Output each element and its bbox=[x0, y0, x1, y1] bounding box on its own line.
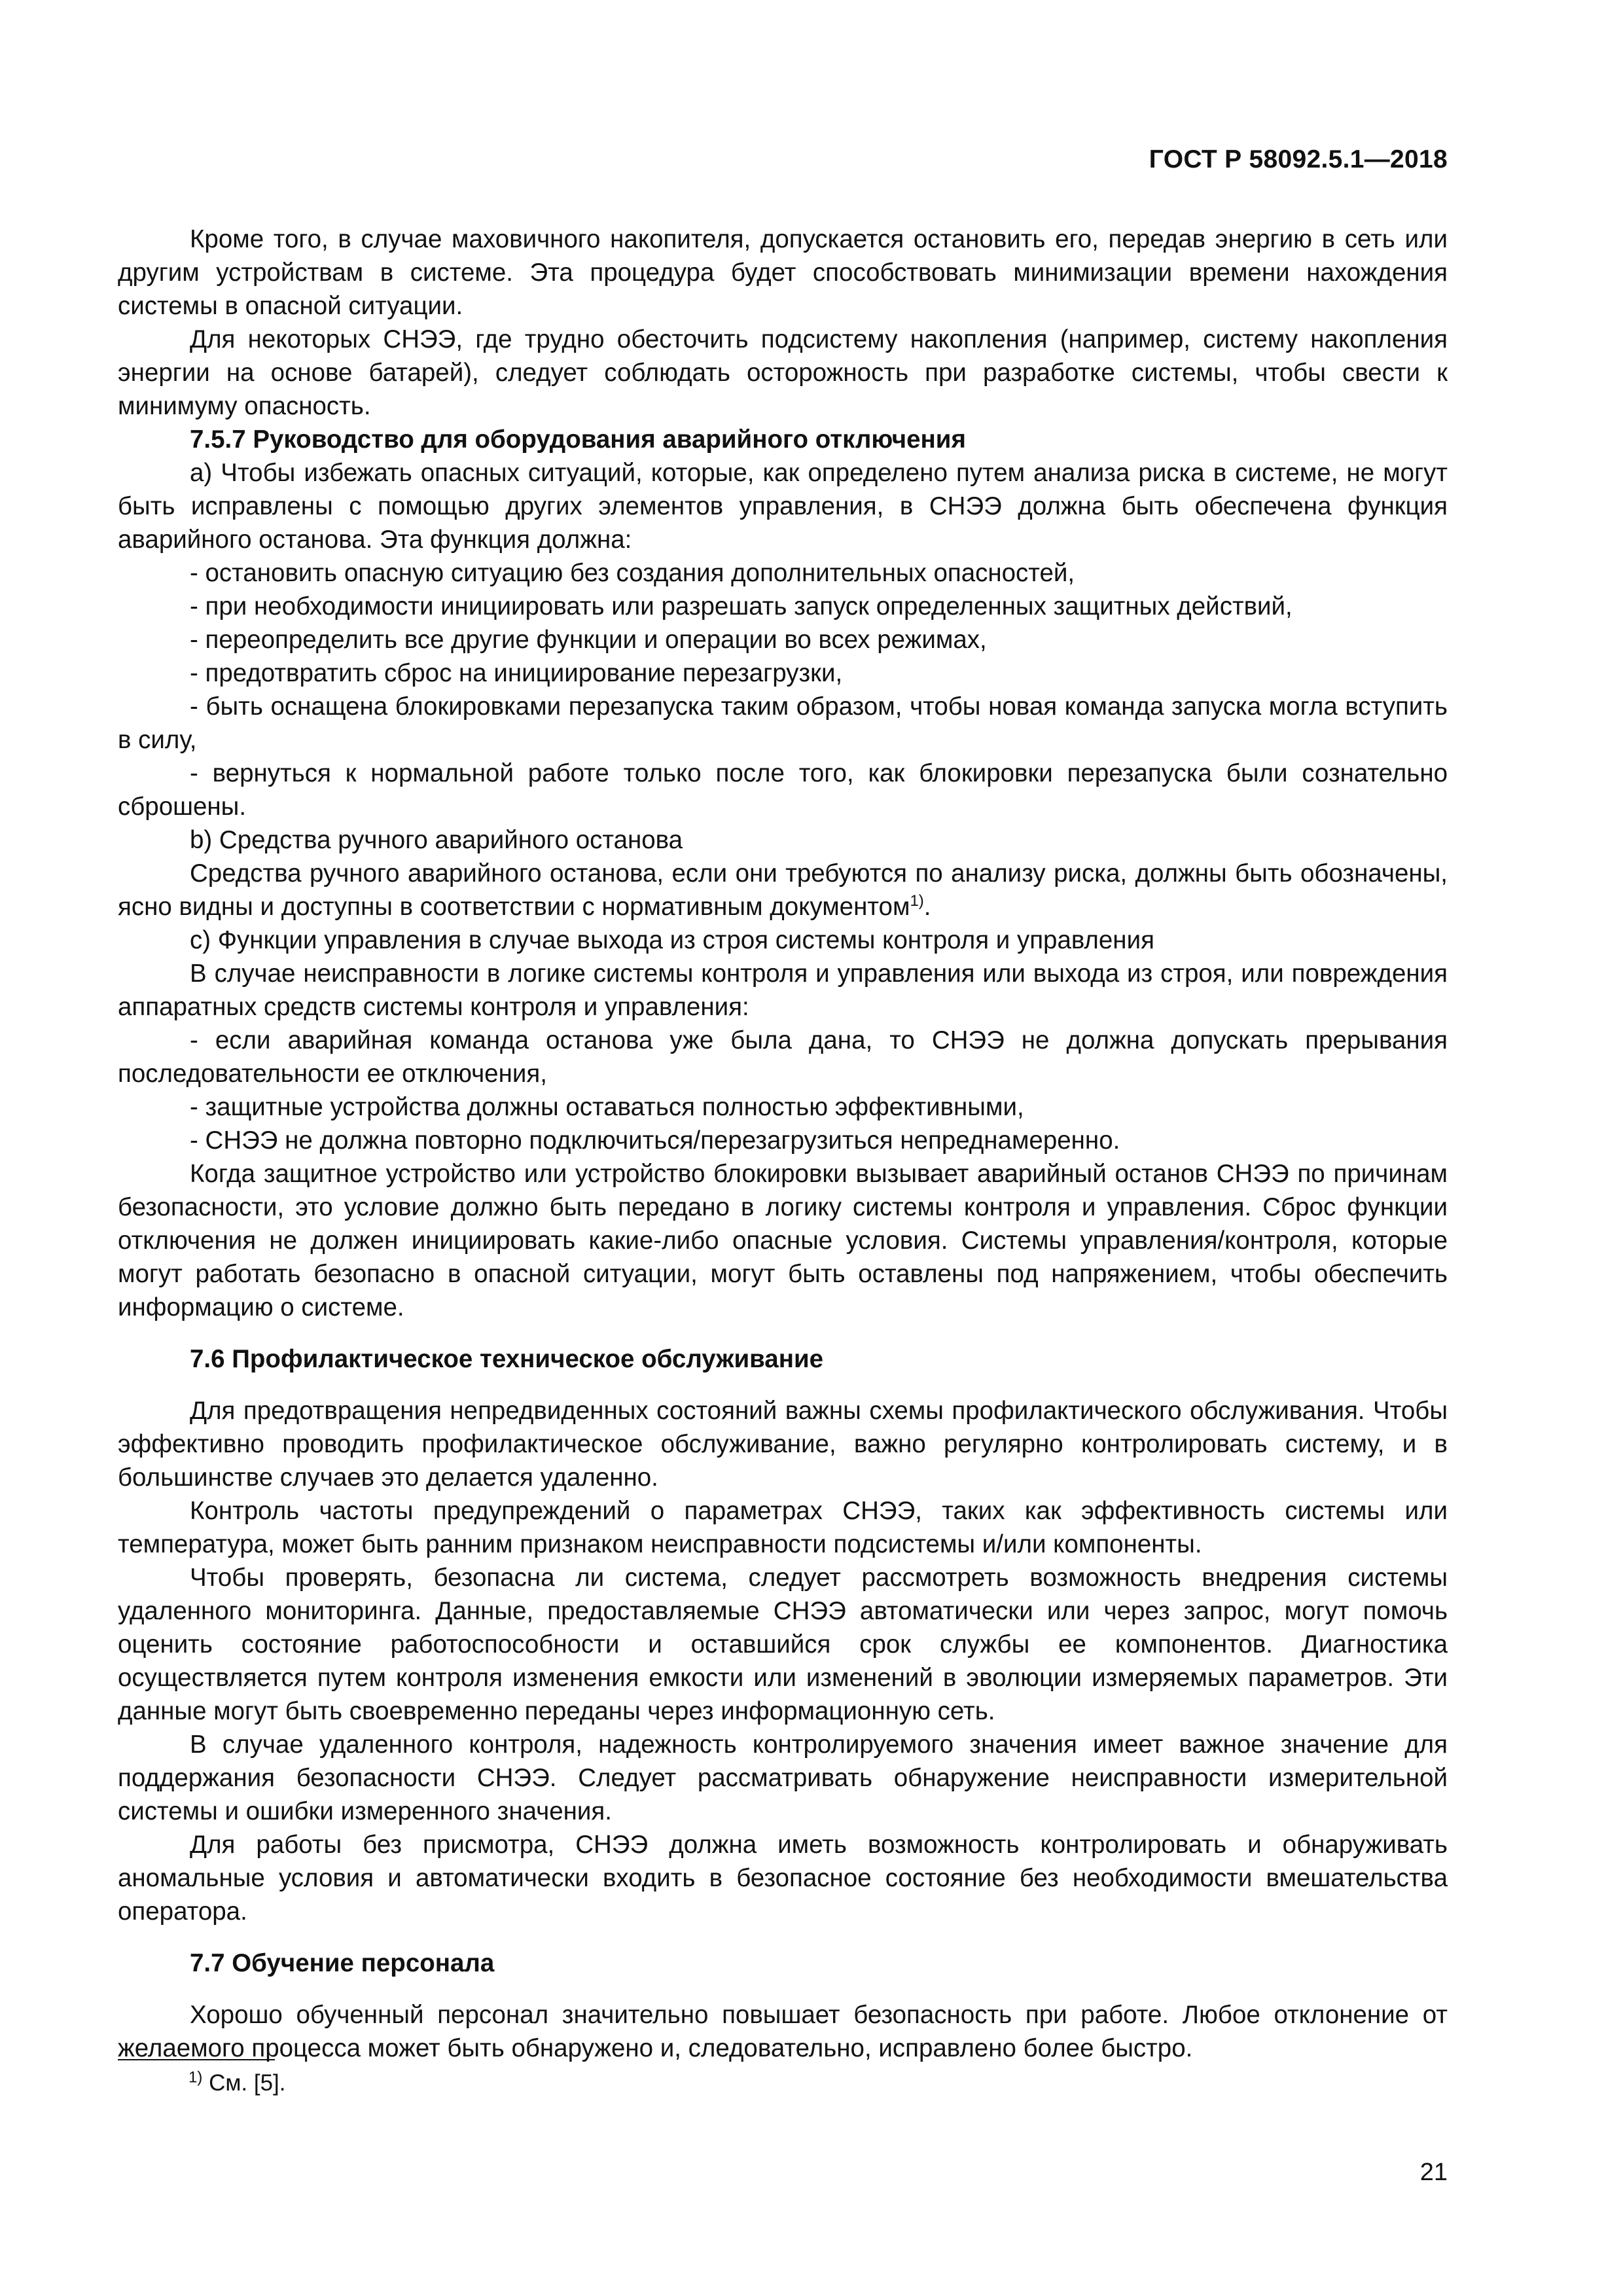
footnote-reference[interactable]: 1) bbox=[910, 892, 924, 910]
paragraph: Для работы без присмотра, СНЭЭ должна иметь возможность контролировать и обнаруживать аномальные условия и автоматически входить в безопасное состояние без необходимости вмешательства оператора. bbox=[118, 1831, 1448, 1926]
paragraph: b) Средства ручного аварийного останова bbox=[190, 826, 683, 854]
paragraph: Чтобы проверять, безопасна ли система, следует рассмотреть возможность внедрения системы удаленного мониторинга. Данные, предоставляемые СНЭЭ автоматически или через запрос, могут помочь оценить состояние работоспособности и оставшийся срок службы ее компонентов. Диагностика осуществляется путем контроля изменения емкости или изменений в эволюции измеряемых параметров. Эти данные могут быть своевременно переданы через информационную сеть. bbox=[118, 1564, 1448, 1725]
list-item: - защитные устройства должны оставаться полностью эффективными, bbox=[190, 1093, 1024, 1121]
paragraph: Контроль частоты предупреждений о параметрах СНЭЭ, таких как эффективность системы или температура, может быть ранним признаком неисправности подсистемы и/или компоненты. bbox=[118, 1497, 1448, 1558]
paragraph: В случае удаленного контроля, надежность контролируемого значения имеет важное значение для поддержания безопасности СНЭЭ. Следует рассматривать обнаружение неисправности измерительной системы и ошибки измеренного значения. bbox=[118, 1731, 1448, 1825]
section-heading-7-7: 7.7 Обучение персонала bbox=[190, 1949, 495, 1977]
paragraph: Для предотвращения непредвиденных состояний важны схемы профилактического обслуживания. Чтобы эффективно проводить профилактическое обслуживание, важно регулярно контролировать систему, и в большинстве случаев это делается удаленно. bbox=[118, 1397, 1448, 1492]
paragraph-text: Средства ручного аварийного останова, если они требуются по анализу риска, должны быть обозначены, ясно видны и доступны в соответствии с нормативным документом bbox=[118, 859, 1448, 921]
footnote-marker: 1) bbox=[188, 2068, 203, 2087]
paragraph-with-footnote bbox=[118, 857, 1448, 924]
paragraph: с) Функции управления в случае выхода из строя системы контроля и управления bbox=[190, 926, 1154, 954]
section-heading-7-5-7: 7.5.7 Руководство для оборудования аварийного отключения bbox=[190, 425, 966, 454]
footnote-divider bbox=[118, 2059, 275, 2060]
list-item: - остановить опасную ситуацию без создания дополнительных опасностей, bbox=[190, 559, 1075, 587]
page-number: 21 bbox=[1419, 2159, 1448, 2186]
paragraph-end: . bbox=[923, 893, 931, 921]
paragraph: Хорошо обученный персонал значительно повышает безопасность при работе. Любое отклонение от желаемого процесса может быть обнаружено и, следовательно, исправлено более быстро. bbox=[118, 2001, 1448, 2062]
list-item: - переопределить все другие функции и операции во всех режимах, bbox=[190, 626, 987, 654]
section-heading-7-6: 7.6 Профилактическое техническое обслуживание bbox=[190, 1345, 824, 1373]
paragraph: а) Чтобы избежать опасных ситуаций, которые, как определено путем анализа риска в системе, не могут быть исправлены с помощью других элементов управления, в СНЭЭ должна быть обеспечена функция аварийного останова. Эта функция должна: bbox=[118, 459, 1448, 554]
paragraph: Когда защитное устройство или устройство блокировки вызывает аварийный останов СНЭЭ по причинам безопасности, это условие должно быть передано в логику системы контроля и управления. Сброс функции отключения не должен инициировать какие-либо опасные условия. Системы управления/контроля, которые могут работать безопасно в опасной ситуации, могут быть оставлены под напряжением, чтобы обеспечить информацию о системе. bbox=[118, 1160, 1448, 1321]
list-item: - при необходимости инициировать или разрешать запуск определенных защитных действий, bbox=[190, 592, 1293, 620]
list-item: - быть оснащена блокировками перезапуска таким образом, чтобы новая команда запуска могла вступить в силу, bbox=[118, 692, 1448, 754]
standard-code-header: ГОСТ Р 58092.5.1—2018 bbox=[1149, 145, 1448, 173]
document-body bbox=[118, 223, 1448, 2065]
paragraph: Кроме того, в случае маховичного накопителя, допускается остановить его, передав энергию в сеть или другим устройствам в системе. Эта процедура будет способствовать минимизации времени нахождения системы в опасной ситуации. bbox=[118, 225, 1448, 320]
footnote bbox=[188, 2068, 286, 2098]
paragraph: В случае неисправности в логике системы контроля и управления или выхода из строя, или повреждения аппаратных средств системы контроля и управления: bbox=[118, 960, 1448, 1021]
footnote-text: См. [5]. bbox=[202, 2070, 286, 2096]
paragraph: Для некоторых СНЭЭ, где трудно обесточить подсистему накопления (например, систему накопления энергии на основе батарей), следует соблюдать осторожность при разработке системы, чтобы свести к минимуму опасность. bbox=[118, 325, 1448, 420]
list-item: - СНЭЭ не должна повторно подключиться/перезагрузиться непреднамеренно. bbox=[190, 1126, 1120, 1155]
list-item: - если аварийная команда останова уже была дана, то СНЭЭ не должна допускать прерывания последовательности ее отключения, bbox=[118, 1026, 1448, 1088]
list-item: - предотвратить сброс на инициирование перезагрузки, bbox=[190, 659, 843, 687]
list-item: - вернуться к нормальной работе только после того, как блокировки перезапуска были сознательно сброшены. bbox=[118, 759, 1448, 821]
